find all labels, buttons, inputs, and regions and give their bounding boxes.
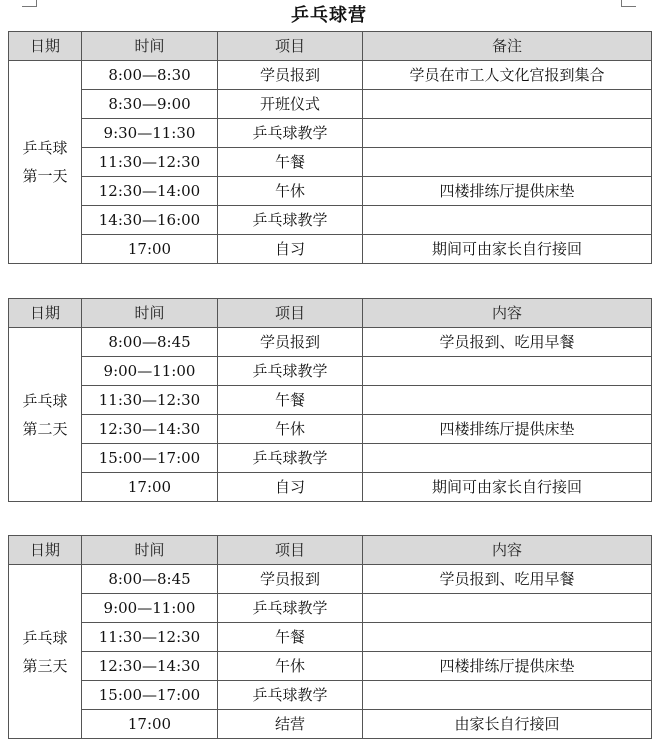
note-cell (363, 594, 652, 623)
day-label-cell (9, 328, 82, 502)
item-cell: 午休 (218, 652, 363, 681)
note-cell (363, 681, 652, 710)
note-cell (363, 386, 652, 415)
table-row (9, 623, 652, 652)
time-cell: 17:00 (82, 473, 218, 502)
note-cell: 学员报到、吃用早餐 (363, 565, 652, 594)
note-cell: 期间可由家长自行接回 (363, 235, 652, 264)
day-label-cell (9, 61, 82, 264)
header-date: 日期 (9, 299, 82, 328)
time-cell: 8:30—9:00 (82, 90, 218, 119)
note-cell: 期间可由家长自行接回 (363, 473, 652, 502)
item-cell: 乒乓球教学 (218, 681, 363, 710)
item-cell: 自习 (218, 473, 363, 502)
schedule-table-day-3 (8, 535, 652, 739)
item-cell: 午餐 (218, 623, 363, 652)
page-title: 乒乓球营 (291, 5, 367, 26)
item-cell: 乒乓球教学 (218, 594, 363, 623)
day-label-line2: 第二天 (22, 419, 68, 438)
note-cell (363, 206, 652, 235)
time-cell: 11:30—12:30 (82, 386, 218, 415)
table-row (9, 61, 652, 90)
time-cell: 15:00—17:00 (82, 681, 218, 710)
time-cell: 8:00—8:45 (82, 328, 218, 357)
item-cell: 学员报到 (218, 565, 363, 594)
table-row (9, 357, 652, 386)
time-cell: 8:00—8:45 (82, 565, 218, 594)
note-cell: 四楼排练厅提供床垫 (363, 415, 652, 444)
day-label-cell (9, 565, 82, 739)
day-label-line1: 乒乓球 (22, 139, 68, 157)
time-cell: 12:30—14:00 (82, 177, 218, 206)
time-cell: 11:30—12:30 (82, 623, 218, 652)
table-row (9, 90, 652, 119)
item-cell: 自习 (218, 235, 363, 264)
table-row (9, 328, 652, 357)
header-note: 备注 (363, 32, 652, 61)
header-item: 项目 (218, 32, 363, 61)
table-row (9, 148, 652, 177)
time-cell: 8:00—8:30 (82, 61, 218, 90)
time-cell: 15:00—17:00 (82, 444, 218, 473)
header-date: 日期 (9, 536, 82, 565)
header-time: 时间 (82, 536, 218, 565)
note-cell: 由家长自行接回 (363, 710, 652, 739)
note-cell (363, 90, 652, 119)
table-row (9, 710, 652, 739)
table-header-row (9, 536, 652, 565)
table-row (9, 444, 652, 473)
day-label-line1: 乒乓球 (22, 628, 68, 647)
item-cell: 结营 (218, 710, 363, 739)
table-header-row (9, 32, 652, 61)
item-cell: 学员报到 (218, 61, 363, 90)
header-item: 项目 (218, 536, 363, 565)
item-cell: 午餐 (218, 148, 363, 177)
time-cell: 12:30—14:30 (82, 415, 218, 444)
time-cell: 9:30—11:30 (82, 119, 218, 148)
table-row (9, 565, 652, 594)
table-row (9, 681, 652, 710)
time-cell: 9:00—11:00 (82, 594, 218, 623)
schedule-table-day-2 (8, 298, 652, 502)
time-cell: 12:30—14:30 (82, 652, 218, 681)
table-row (9, 415, 652, 444)
day-label-line2: 第一天 (22, 167, 68, 185)
table-row (9, 177, 652, 206)
item-cell: 乒乓球教学 (218, 357, 363, 386)
item-cell: 乒乓球教学 (218, 119, 363, 148)
note-cell (363, 444, 652, 473)
schedule-table-day-1 (8, 31, 652, 264)
header-content: 内容 (363, 536, 652, 565)
time-cell: 9:00—11:00 (82, 357, 218, 386)
header-date: 日期 (9, 32, 82, 61)
item-cell: 午休 (218, 415, 363, 444)
table-row (9, 473, 652, 502)
item-cell: 开班仪式 (218, 90, 363, 119)
header-content: 内容 (363, 299, 652, 328)
note-cell (363, 148, 652, 177)
note-cell (363, 623, 652, 652)
header-time: 时间 (82, 32, 218, 61)
table-row (9, 594, 652, 623)
item-cell: 午餐 (218, 386, 363, 415)
note-cell: 四楼排练厅提供床垫 (363, 652, 652, 681)
note-cell: 学员在市工人文化宫报到集合 (363, 61, 652, 90)
item-cell: 乒乓球教学 (218, 444, 363, 473)
table-row (9, 235, 652, 264)
item-cell: 乒乓球教学 (218, 206, 363, 235)
time-cell: 11:30—12:30 (82, 148, 218, 177)
day-label-line2: 第三天 (22, 656, 68, 675)
time-cell: 17:00 (82, 235, 218, 264)
note-cell: 四楼排练厅提供床垫 (363, 177, 652, 206)
note-cell (363, 119, 652, 148)
table-row (9, 386, 652, 415)
table-row (9, 652, 652, 681)
header-time: 时间 (82, 299, 218, 328)
note-cell (363, 357, 652, 386)
table-row (9, 119, 652, 148)
day-label-line1: 乒乓球 (22, 391, 68, 410)
item-cell: 午休 (218, 177, 363, 206)
item-cell: 学员报到 (218, 328, 363, 357)
table-row (9, 206, 652, 235)
time-cell: 14:30—16:00 (82, 206, 218, 235)
table-header-row (9, 299, 652, 328)
note-cell: 学员报到、吃用早餐 (363, 328, 652, 357)
time-cell: 17:00 (82, 710, 218, 739)
header-item: 项目 (218, 299, 363, 328)
